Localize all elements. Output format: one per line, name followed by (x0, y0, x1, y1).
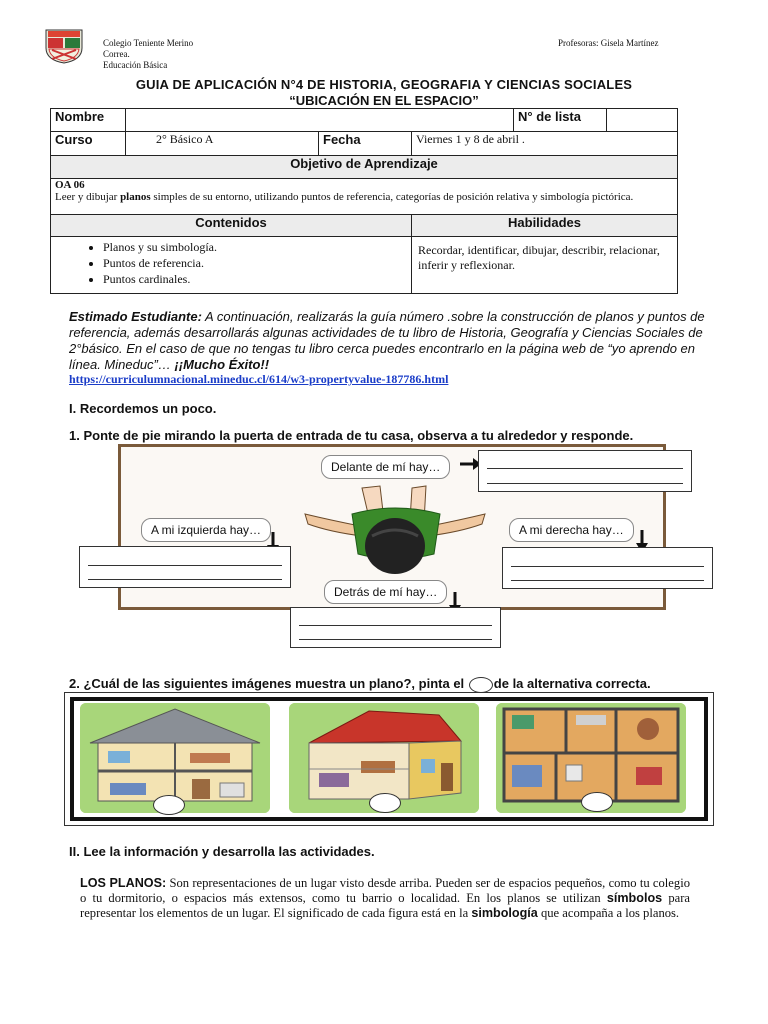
planos-bold-1: símbolos (606, 891, 663, 905)
answer-line (299, 639, 492, 640)
answer-line (487, 468, 683, 469)
planos-bold-2: simbología (471, 906, 538, 920)
list-item: • Puntos cardinales. (103, 271, 407, 287)
bubble-right: A mi derecha hay… (509, 518, 634, 542)
answer-box-right[interactable] (502, 547, 713, 589)
school-line-3: Educación Básica (103, 60, 168, 70)
question-2 (69, 676, 651, 693)
contenidos-cell (51, 237, 412, 294)
fecha-value: Viernes 1 y 8 de abril . (412, 132, 678, 156)
planos-lead: LOS PLANOS: (80, 876, 167, 890)
teacher-name: Profesoras: Gisela Martínez (558, 38, 659, 48)
oa-description (55, 191, 673, 203)
oa-text-1: Leer y dibujar (55, 191, 121, 203)
choice-oval-3[interactable] (581, 792, 613, 812)
intro-body: A continuación, realizarás la guía número .sobre la construcción de planos y puntos de referencia, además desarrollarás algunas actividades de tu libro de Historia, Geografía y Ciencias Sociales de 2°básico. En el caso de que no tengas tu libro cerca puedes encontrarlo en la página web de “yo aprendo en línea. Mineduc”… (69, 309, 705, 372)
choice-oval-2[interactable] (369, 793, 401, 813)
section-1-title: I. Recordemos un poco. (69, 401, 217, 416)
question-2-text-2: de la alternativa correcta. (493, 676, 651, 691)
oa-text-bold: planos (120, 191, 151, 203)
intro-lead: Estimado Estudiante: (69, 309, 202, 324)
list-item: • Planos y su simbología. (103, 239, 407, 255)
child-top-view-illustration (300, 484, 490, 590)
question-1: 1. Ponte de pie mirando la puerta de entrada de tu casa, observa a tu alrededor y responde. (69, 428, 634, 443)
oa-text-2: simples de su entorno, utilizando puntos de referencia, categorías de posición relativa y simbología pictórica. (150, 191, 634, 203)
planos-text-1: Son representaciones de un lugar visto desde arriba. Pueden ser de espacios pequeños, como tu colegio o tu dormitorio, o espacios más extensos, como tu barrio o localidad. En los planos se utilizan (80, 876, 690, 905)
objetivo-header: Objetivo de Aprendizaje (51, 156, 678, 179)
guide-subtitle: “UBICACIÓN EN EL ESPACIO” (289, 93, 479, 108)
school-logo (42, 28, 86, 64)
section-2-title: II. Lee la información y desarrolla las actividades. (69, 844, 375, 859)
lista-label: N° de lista (514, 109, 607, 132)
list-item: • Puntos de referencia. (103, 255, 407, 271)
choice-oval-1[interactable] (153, 795, 185, 815)
intro-paragraph (69, 309, 709, 373)
answer-line (487, 483, 683, 484)
oa-cell (51, 179, 678, 215)
lista-field[interactable] (607, 109, 678, 132)
oa-code: OA 06 (55, 179, 85, 191)
answer-line (511, 580, 704, 581)
habilidades-header: Habilidades (412, 215, 678, 237)
intro-closing: ¡¡Mucho Éxito!! (174, 357, 270, 372)
planos-text-3: que acompaña a los planos. (537, 906, 680, 920)
curriculum-link[interactable]: https://curriculumnacional.mineduc.cl/614/w3-propertyvalue-187786.html (69, 372, 449, 386)
nombre-label: Nombre (51, 109, 126, 132)
question-2-text-1: 2. ¿Cuál de las siguientes imágenes muestra un plano?, pinta el (69, 676, 465, 691)
answer-line (88, 579, 282, 580)
info-table (50, 108, 678, 294)
habilidades-text: Recordar, identificar, dibujar, describir, relacionar, inferir y reflexionar. (412, 237, 678, 294)
bubble-back: Detrás de mí hay… (324, 580, 447, 604)
school-name (103, 38, 193, 71)
curso-value: 2° Básico A (126, 132, 319, 156)
nombre-field[interactable] (126, 109, 514, 132)
answer-box-back[interactable] (290, 607, 501, 648)
school-line-2: Correa. (103, 49, 130, 59)
contenidos-list (55, 239, 407, 287)
planos-text-2: para representar los elementos de un lugar. El significado de cada figura está en la (80, 891, 690, 920)
answer-line (299, 625, 492, 626)
answer-box-front[interactable] (478, 450, 692, 492)
contenidos-header: Contenidos (51, 215, 412, 237)
guide-title: GUIA DE APLICACIÓN N°4 DE HISTORIA, GEOGRAFIA Y CIENCIAS SOCIALES (135, 77, 633, 92)
school-line-1: Colegio Teniente Merino (103, 38, 194, 48)
answer-line (88, 565, 282, 566)
planos-paragraph (80, 876, 690, 932)
fecha-label: Fecha (319, 132, 412, 156)
oval-icon (469, 677, 493, 693)
answer-box-left[interactable] (79, 546, 291, 588)
bubble-front: Delante de mí hay… (321, 455, 450, 479)
answer-line (511, 566, 704, 567)
curso-label: Curso (51, 132, 126, 156)
bubble-left: A mi izquierda hay… (141, 518, 271, 542)
